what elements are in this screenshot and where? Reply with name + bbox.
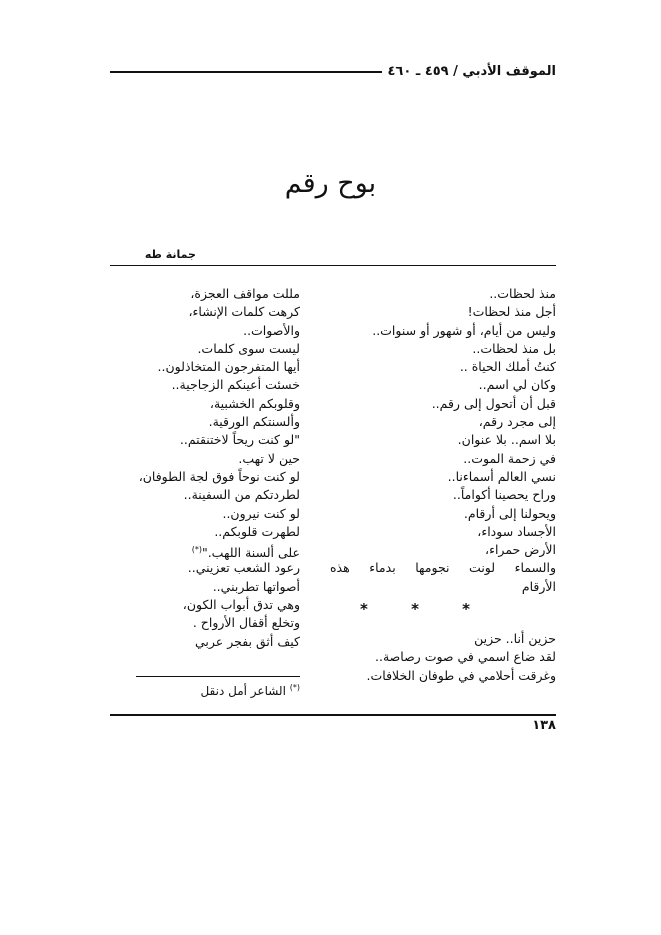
footnote: [110, 683, 300, 698]
separator-star: *: [360, 600, 368, 618]
poem-line: ويحولنا إلى أرقام.: [463, 505, 556, 521]
poem-line: "لو كنت ريحاً لاختنقتم..: [179, 432, 300, 448]
poem-line: وألسنتكم الورقية.: [208, 414, 300, 430]
poem-line: أجل منذ لحظات!: [467, 304, 556, 320]
poem-line: منذ لحظات..: [489, 286, 556, 301]
article-title: بوح رقم: [284, 168, 377, 199]
page-number: ١٣٨: [532, 718, 556, 733]
poem-line: كنتُ أملك الحياة ..: [459, 359, 556, 375]
poem-line: بل منذ لحظات..: [472, 340, 556, 356]
poem-line: والأصوات..: [243, 322, 300, 338]
separator-star: *: [411, 600, 419, 618]
poem-line: لطهرت قلوبكم..: [214, 523, 300, 539]
poem-line: خسئت أعينكم الزجاجية..: [171, 377, 300, 393]
poem-right-column: [330, 285, 556, 596]
poem-line: لو كنت نيرون..: [222, 505, 300, 521]
separator-star: *: [462, 600, 470, 618]
poem-line: الأرقام: [521, 578, 556, 594]
poem-line: والسماء لونت نجومها بدماء هذه: [330, 560, 556, 576]
poem-line: قبل أن أتحول إلى رقم..: [431, 395, 556, 411]
poem-line: كرهت كلمات الإنشاء،: [188, 304, 300, 320]
poem-line: لو كنت نوحاً فوق لجة الطوفان،: [138, 468, 300, 484]
poem-line: رعود الشعب تعزيني..: [187, 560, 300, 576]
poem-line: كيف أثق بفجر عربي: [195, 633, 300, 649]
poem-line: الأجساد سوداء،: [477, 523, 556, 539]
section-separator: [360, 600, 470, 618]
poem-line: نسي العالم أسماءنا..: [447, 468, 556, 484]
poem-line: أيها المتفرجون المتخاذلون..: [157, 359, 300, 375]
author-name: جمانة طه: [144, 248, 196, 261]
poem-line: وهي تدق أبواب الكون،: [182, 597, 300, 613]
poem-line: حين لا تهب.: [238, 450, 300, 466]
poem-line: وتخلع أقفال الأرواح .: [192, 615, 300, 631]
poem-line: بلا اسم.. بلا عنوان.: [457, 432, 556, 448]
header-rule: [110, 71, 382, 73]
poem-line: وغرقت أحلامي في طوفان الخلافات.: [366, 667, 556, 683]
poem-line: ليست سوى كلمات.: [197, 340, 300, 356]
author-rule: [110, 265, 556, 266]
poem-line: وليس من أيام، أو شهور أو سنوات..: [372, 322, 556, 338]
poem-line: [110, 541, 300, 559]
footnote-rule: [136, 676, 300, 677]
bottom-rule: [110, 714, 556, 716]
poem-left-column: [110, 285, 300, 651]
poem-right-column-after: [330, 630, 556, 685]
footnote-marker: (*): [289, 683, 300, 692]
poem-line: في زحمة الموت..: [463, 450, 556, 466]
poem-line: وقلوبكم الخشبية،: [209, 395, 300, 411]
poem-line-text: على ألسنة اللهب.": [201, 545, 300, 561]
poem-line: حزين أنا.. حزين: [474, 631, 556, 646]
poem-line: أصواتها تطربني..: [212, 578, 300, 594]
poem-line: لطردتكم من السفينة..: [183, 487, 300, 503]
poem-line: الأرض حمراء،: [485, 542, 556, 558]
footnote-reference: (*): [191, 545, 202, 555]
footnote-text: الشاعر أمل دنقل: [200, 684, 286, 698]
poem-line: مللت مواقف العجزة،: [190, 286, 300, 301]
running-title: الموقف الأدبي / ٤٥٩ ـ ٤٦٠: [387, 64, 556, 79]
poem-line: وراح يحصينا أكواماً..: [452, 487, 556, 503]
poem-line: وكان لي اسم..: [478, 377, 556, 393]
poem-line: لقد ضاع اسمي في صوت رصاصة..: [375, 649, 556, 665]
running-header: [110, 64, 556, 79]
poem-line: إلى مجرد رقم،: [478, 414, 556, 430]
